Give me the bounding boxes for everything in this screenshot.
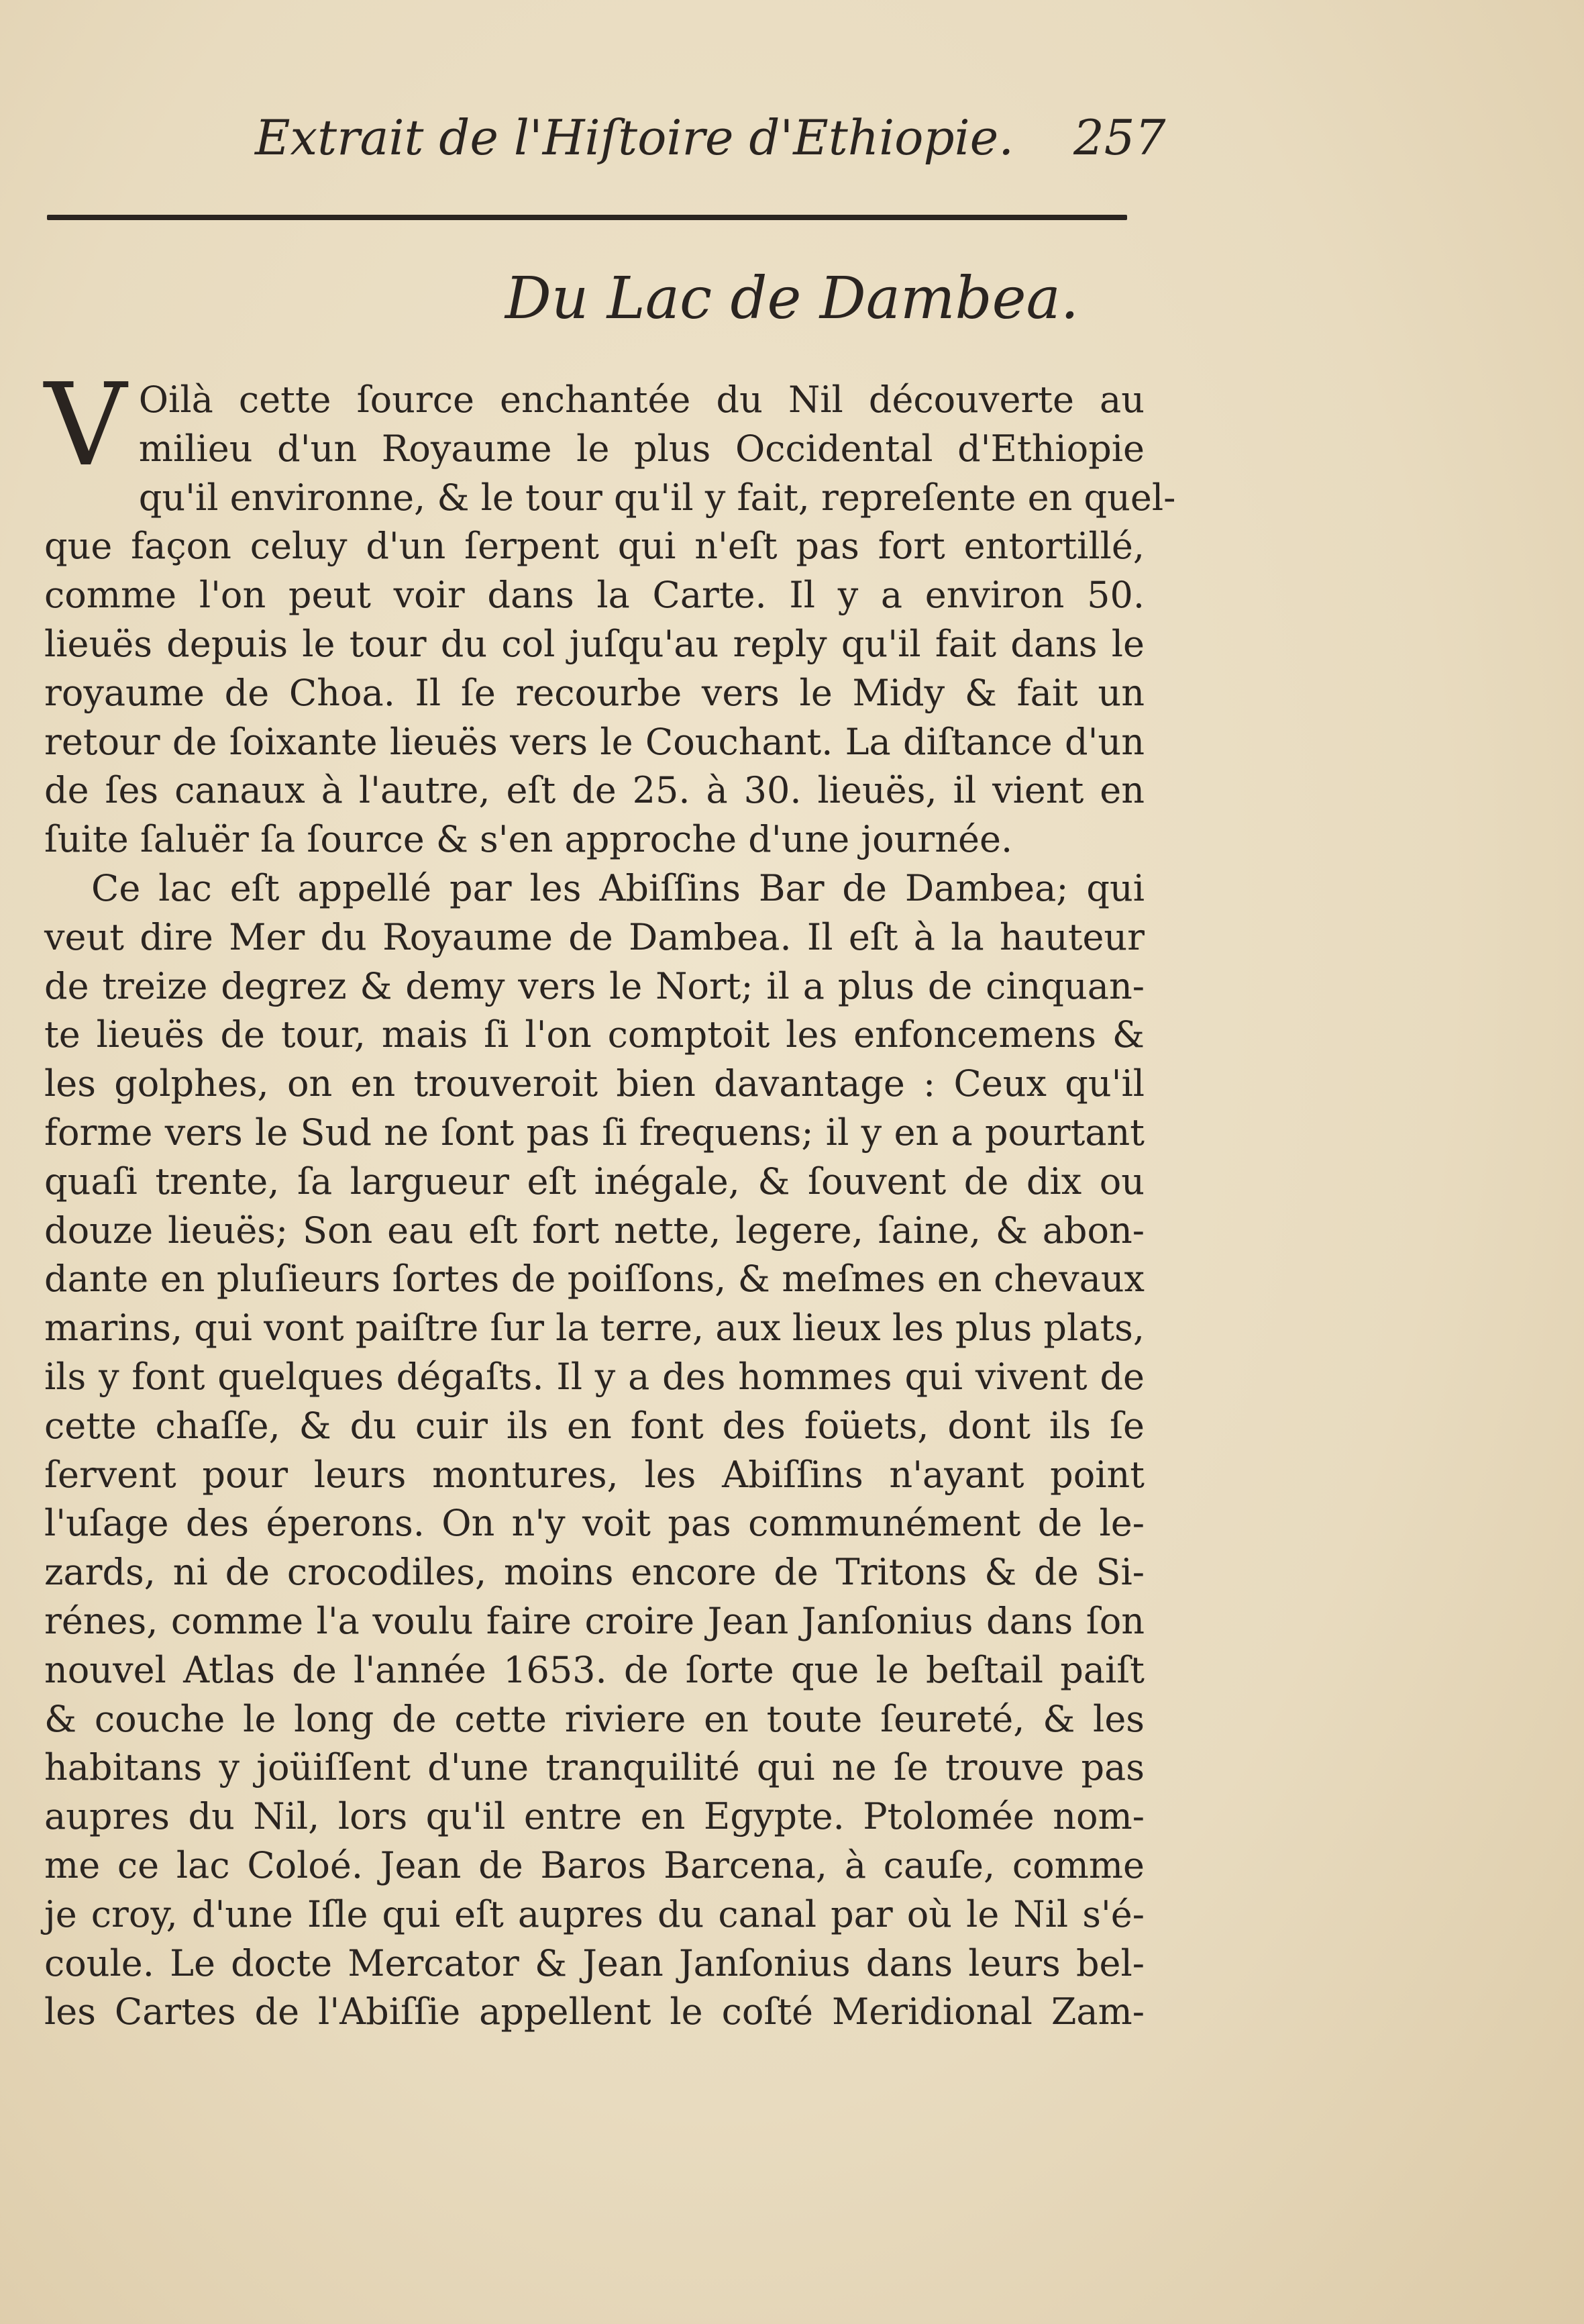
text-line: royaume de Choa. Il ſe recourbe vers le Midy & fait un — [44, 671, 1145, 714]
body-text — [44, 359, 1176, 2037]
text-line: zards, ni de crocodiles, moins encore de Tritons & de Si- — [44, 1551, 1145, 1594]
text-line: Ce lac eſt appellé par les Abiſſins Bar de Dambea; qui — [91, 866, 1145, 909]
text-line: te lieuës de tour, mais ſi l'on comptoit les enfoncemens & — [44, 1013, 1145, 1056]
text-line: habitans y joüiſſent d'une tranquilité qui ne ſe trouve pas — [44, 1746, 1145, 1789]
text-line: qu'il environne, & le tour qu'il y fait, repreſente en quel- — [138, 476, 1176, 519]
text-line: aupres du Nil, lors qu'il entre en Egypte. Ptolomée nom- — [44, 1795, 1145, 1838]
text-line: cette chaſſe, & du cuir ils en font des foüets, dont ils ſe — [44, 1404, 1145, 1447]
text-line: marins, qui vont paiſtre ſur la terre, aux lieux les plus plats, — [44, 1307, 1145, 1350]
text-line: me ce lac Coloé. Jean de Baros Barcena, à cauſe, comme — [44, 1843, 1145, 1886]
text-line: nouvel Atlas de l'année 1653. de ſorte que le beſtail paiſt — [44, 1648, 1145, 1691]
section-title: Du Lac de Dambea. — [505, 265, 1079, 332]
text-line: ſervent pour leurs montures, les Abiſſins n'ayant point — [44, 1453, 1145, 1496]
text-line: de ſes canaux à l'autre, eſt de 25. à 30. lieuës, il vient en — [44, 769, 1145, 812]
drop-cap: V — [44, 359, 127, 492]
text-line: de treize degrez & demy vers le Nort; il a plus de cinquan- — [44, 964, 1145, 1007]
text-line: ils y font quelques dégaſts. Il y a des hommes qui vivent de — [44, 1355, 1145, 1398]
text-line: les Cartes de l'Abiſſie appellent le coſté Meridional Zam- — [44, 1990, 1145, 2033]
text-line: & couche le long de cette riviere en toute ſeureté, & les — [44, 1697, 1145, 1740]
text-line: coule. Le docte Mercator & Jean Janſonius dans leurs bel- — [44, 1941, 1145, 1984]
text-line: que façon celuy d'un ſerpent qui n'eſt pas fort entortillé, — [44, 525, 1145, 568]
text-line: quaſi trente, ſa largueur eſt inégale, & ſouvent de dix ou — [44, 1160, 1145, 1203]
text-line: lieuës depuis le tour du col juſqu'au reply qu'il fait dans le — [44, 622, 1145, 665]
text-line: les golphes, on en trouveroit bien davantage : Ceux qu'il — [44, 1062, 1145, 1105]
paragraph-1 — [44, 359, 1176, 864]
text-line: milieu d'un Royaume le plus Occidental d'Ethiopie — [138, 427, 1145, 470]
page-number: 257 — [1073, 109, 1166, 166]
text-line: forme vers le Sud ne ſont pas ſi frequens; il y en a pourtant — [44, 1111, 1145, 1154]
text-line: je croy, d'une Iſle qui eſt aupres du canal par où le Nil s'é- — [44, 1892, 1145, 1935]
header-rule — [47, 215, 1127, 220]
text-line: dante en pluſieurs ſortes de poiſſons, & meſmes en chevaux — [44, 1258, 1145, 1301]
running-title: Extrait de l'Hiſtoire d'Ethiopie. — [255, 109, 1014, 166]
text-line: rénes, comme l'a voulu faire croire Jean Janſonius dans ſon — [44, 1599, 1145, 1642]
paragraph-2 — [44, 864, 1145, 2037]
text-line: douze lieuës; Son eau eſt fort nette, legere, ſaine, & abon- — [44, 1209, 1145, 1252]
text-line: l'uſage des éperons. On n'y voit pas communément de le- — [44, 1502, 1145, 1545]
text-line: comme l'on peut voir dans la Carte. Il y a environ 50. — [44, 574, 1145, 617]
text-line: veut dire Mer du Royaume de Dambea. Il eſt à la hauteur — [44, 915, 1145, 958]
text-line: retour de ſoixante lieuës vers le Couchant. La diſtance d'un — [44, 720, 1145, 763]
text-line: Oilà cette ſource enchantée du Nil découverte au — [138, 378, 1145, 421]
text-line: ſuite ſaluër ſa ſource & s'en approche d'une journée. — [44, 818, 1013, 861]
